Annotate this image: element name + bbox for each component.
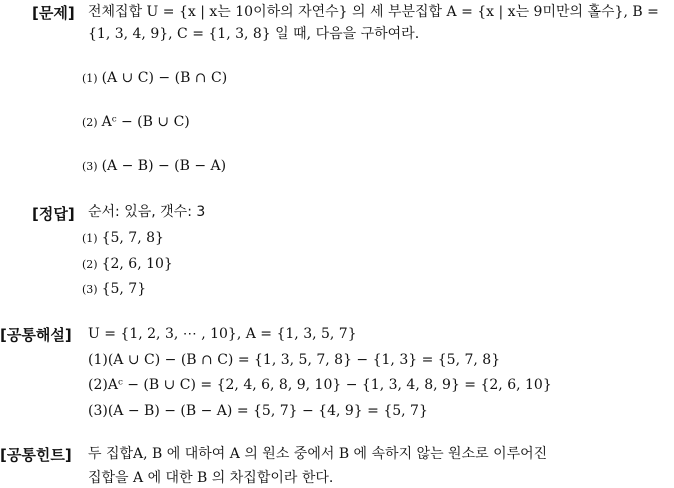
problem-text-line1: 전체집합 U = {x | x는 10이하의 자연수} 의 세 부분집합 A = {x | x는 9미만의 홀수}, B = xyxy=(88,4,659,20)
answer-meta: 순서: 있음, 갯수: 3 xyxy=(88,204,206,220)
explanation-line-2: (1)(A ∪ C) − (B ∩ C) = {1, 3, 5, 7, 8} − {1, 3} = {5, 7, 8} xyxy=(88,352,501,368)
problem-item-2 xyxy=(82,113,190,132)
answer-label: [정답] xyxy=(32,205,75,223)
hint-line-1: 두 집합A, B 에 대하여 A 의 원소 중에서 B 에 속하지 않는 원소로 이루어진 xyxy=(88,446,548,462)
problem-item-1-expr: (A ∪ C) − (B ∩ C) xyxy=(101,70,228,86)
problem-item-3 xyxy=(82,157,226,176)
answer-item-2-number: (2) xyxy=(82,258,98,271)
explanation-line-1: U = {1, 2, 3, ⋯ , 10}, A = {1, 3, 5, 7} xyxy=(88,326,357,342)
problem-item-1 xyxy=(82,69,227,88)
answer-item-1 xyxy=(82,229,164,248)
answer-item-2 xyxy=(82,255,173,274)
answer-item-2-value: {2, 6, 10} xyxy=(101,256,173,272)
answer-item-3-number: (3) xyxy=(82,283,98,296)
answer-item-3-value: {5, 7} xyxy=(101,281,147,297)
answer-item-1-value: {5, 7, 8} xyxy=(101,230,164,246)
explanation-line-3: (2)Aᶜ − (B ∪ C) = {2, 4, 6, 8, 9, 10} − {1, 3, 4, 8, 9} = {2, 6, 10} xyxy=(88,377,552,393)
problem-item-3-expr: (A − B) − (B − A) xyxy=(101,158,227,174)
hint-label: [공통힌트] xyxy=(0,446,72,464)
hint-line-2: 집합을 A 에 대한 B 의 차집합이라 한다. xyxy=(88,470,334,486)
problem-text-line2: {1, 3, 4, 9}, C = {1, 3, 8} 일 때, 다음을 구하여라. xyxy=(88,26,420,42)
answer-item-1-number: (1) xyxy=(82,232,98,245)
problem-label: [문제] xyxy=(32,4,75,22)
problem-item-1-number: (1) xyxy=(82,72,98,85)
problem-item-2-expr: Aᶜ − (B ∪ C) xyxy=(101,114,190,130)
problem-item-3-number: (3) xyxy=(82,160,98,173)
problem-item-2-number: (2) xyxy=(82,116,98,129)
explanation-line-4: (3)(A − B) − (B − A) = {5, 7} − {4, 9} = {5, 7} xyxy=(88,403,428,419)
explanation-label: [공통해설] xyxy=(0,326,72,344)
answer-item-3 xyxy=(82,280,146,299)
